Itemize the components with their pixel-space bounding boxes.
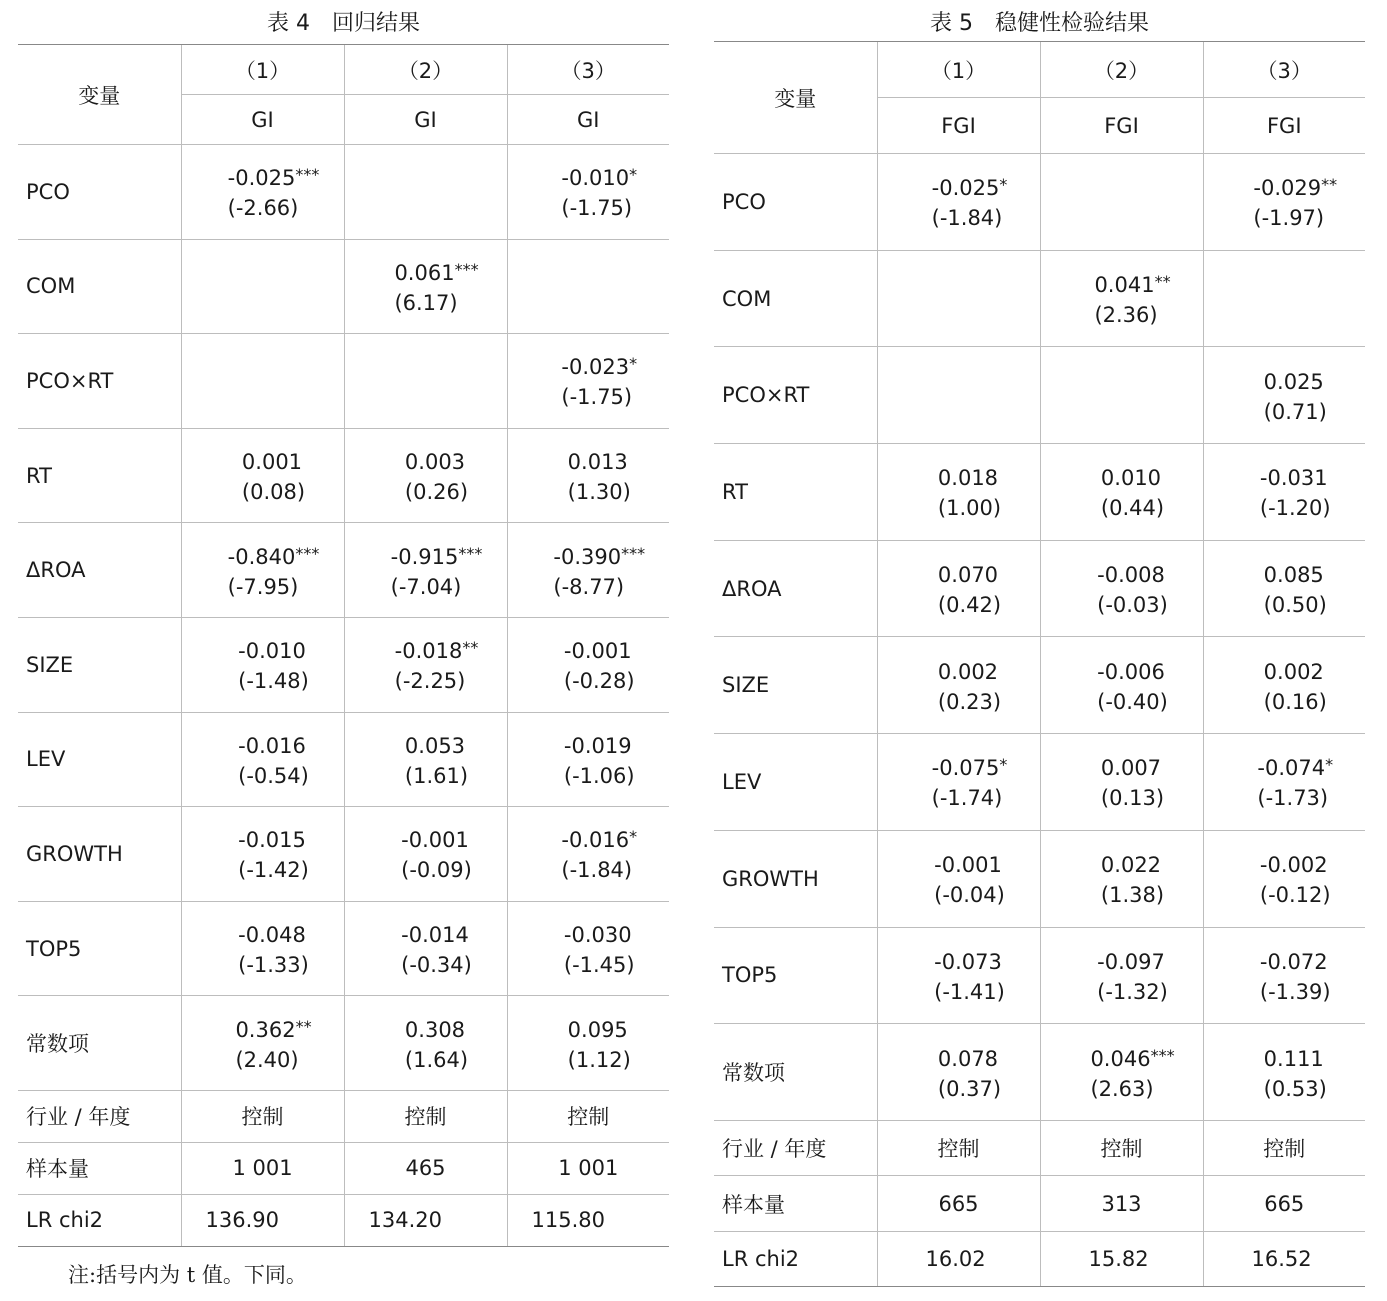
table-cell xyxy=(344,996,507,1091)
t-value: (-1.39) xyxy=(1259,979,1331,1004)
coefficient: 0.308 xyxy=(404,1017,466,1042)
significance-stars: ** xyxy=(1321,175,1338,195)
table-row xyxy=(18,807,669,902)
table-cell xyxy=(181,807,344,902)
significance-stars: * xyxy=(1325,755,1334,775)
table-cell xyxy=(344,807,507,902)
table-row xyxy=(18,901,669,996)
column-number: （2） xyxy=(344,45,507,95)
significance-stars: *** xyxy=(295,165,320,185)
coefficient: -0.014 xyxy=(401,923,469,948)
table-cell xyxy=(1040,734,1203,831)
t-value: (-1.74) xyxy=(931,786,1003,811)
coefficient: -0.025 xyxy=(931,176,1000,201)
coefficient: 0.025 xyxy=(1263,369,1324,394)
coefficient: -0.390 xyxy=(553,544,622,569)
table-cell xyxy=(1203,444,1365,541)
table-cell xyxy=(507,428,669,523)
footer-value: 控制 xyxy=(1203,1120,1365,1176)
table-row xyxy=(18,996,669,1091)
robustness-table xyxy=(714,41,1365,1287)
coefficient: -0.023 xyxy=(561,355,630,380)
t-value: (0.26) xyxy=(404,480,469,505)
table-row xyxy=(18,712,669,807)
table-cell xyxy=(1040,927,1203,1024)
significance-stars: ** xyxy=(1154,272,1171,292)
coefficient: -0.048 xyxy=(238,923,306,948)
t-value: (-1.33) xyxy=(238,953,309,978)
dependent-variable: GI xyxy=(181,95,344,145)
coefficient: 0.022 xyxy=(1100,853,1162,878)
table-row xyxy=(714,540,1365,637)
row-label: SIZE xyxy=(18,617,181,712)
t-value: (1.12) xyxy=(567,1047,631,1072)
row-label: TOP5 xyxy=(714,927,877,1024)
dependent-variable: FGI xyxy=(1203,98,1365,154)
t-value: (-1.75) xyxy=(561,385,633,410)
t-value: (1.61) xyxy=(404,763,469,788)
table-cell xyxy=(877,830,1040,927)
t-value: (-0.54) xyxy=(238,763,309,788)
coefficient: -0.008 xyxy=(1097,563,1165,588)
table-cell xyxy=(877,444,1040,541)
footer-row xyxy=(18,1090,669,1142)
coefficient: -0.019 xyxy=(563,733,632,758)
significance-stars: * xyxy=(629,354,638,374)
table-row xyxy=(18,334,669,429)
t-value: (-1.84) xyxy=(561,858,633,883)
table-cell xyxy=(181,523,344,618)
dependent-variable: FGI xyxy=(1040,98,1203,154)
footer-row xyxy=(18,1142,669,1194)
table-cell xyxy=(344,901,507,996)
t-value: (1.30) xyxy=(567,480,631,505)
table-cell xyxy=(181,996,344,1091)
row-label: 常数项 xyxy=(714,1024,877,1121)
table-note: 注:括号内为 t 值。下同。 xyxy=(68,1263,307,1287)
t-value: (0.13) xyxy=(1100,786,1165,811)
row-label: GROWTH xyxy=(18,807,181,902)
table-cell xyxy=(507,617,669,712)
footer-value: 控制 xyxy=(507,1090,669,1142)
t-value: (2.36) xyxy=(1094,303,1158,328)
table-row xyxy=(714,154,1365,251)
table-cell xyxy=(344,334,507,429)
table-title: 表 4 回归结果 xyxy=(267,11,420,36)
t-value: (6.17) xyxy=(394,290,458,315)
t-value: (-0.09) xyxy=(401,858,472,883)
footer-value: 控制 xyxy=(344,1090,507,1142)
table-row xyxy=(714,444,1365,541)
table-cell xyxy=(1040,540,1203,637)
table-row xyxy=(714,734,1365,831)
table-cell xyxy=(1203,927,1365,1024)
table-cell xyxy=(344,712,507,807)
row-label: 常数项 xyxy=(18,996,181,1091)
significance-stars: * xyxy=(629,165,638,185)
coefficient: -0.029 xyxy=(1253,176,1322,201)
column-number: （3） xyxy=(507,45,669,95)
coefficient: -0.015 xyxy=(238,828,306,853)
significance-stars: * xyxy=(629,827,638,847)
column-number: （1） xyxy=(181,45,344,95)
table-cell xyxy=(344,428,507,523)
row-label: PCO×RT xyxy=(714,347,877,444)
table-row xyxy=(714,830,1365,927)
coefficient: -0.840 xyxy=(227,544,296,569)
footer-value: 115.80 xyxy=(507,1194,669,1246)
coefficient: 0.362 xyxy=(235,1017,296,1042)
coefficient: 0.002 xyxy=(1263,659,1324,684)
row-label: RT xyxy=(18,428,181,523)
row-label: PCO×RT xyxy=(18,334,181,429)
table-cell xyxy=(181,239,344,334)
table-cell xyxy=(507,239,669,334)
t-value: (-1.06) xyxy=(563,763,635,788)
table-cell xyxy=(1040,347,1203,444)
coefficient: -0.072 xyxy=(1259,949,1328,974)
footer-value: 控制 xyxy=(181,1090,344,1142)
dependent-variable: FGI xyxy=(877,98,1040,154)
table-cell xyxy=(1040,444,1203,541)
table-row xyxy=(714,1024,1365,1121)
footer-value: 16.02 xyxy=(877,1231,1040,1287)
coefficient: -0.075 xyxy=(931,756,1000,781)
table-cell xyxy=(344,145,507,240)
header-row xyxy=(714,42,1365,98)
table-cell xyxy=(877,347,1040,444)
t-value: (-1.45) xyxy=(563,953,635,978)
coefficient: -0.002 xyxy=(1259,853,1328,878)
t-value: (0.71) xyxy=(1263,399,1327,424)
table-row xyxy=(18,428,669,523)
t-value: (0.42) xyxy=(937,593,1002,618)
footer-value: 465 xyxy=(344,1142,507,1194)
row-label: SIZE xyxy=(714,637,877,734)
significance-stars: ** xyxy=(462,638,479,658)
significance-stars: * xyxy=(999,755,1008,775)
t-value: (-1.97) xyxy=(1253,206,1325,231)
coefficient: -0.010 xyxy=(561,166,630,191)
column-number: （1） xyxy=(877,42,1040,98)
t-value: (-1.48) xyxy=(238,669,309,694)
table-cell xyxy=(877,637,1040,734)
table-title: 表 5 稳健性检验结果 xyxy=(930,11,1149,36)
t-value: (-1.41) xyxy=(934,979,1005,1004)
coefficient: 0.041 xyxy=(1094,273,1155,298)
coefficient: -0.030 xyxy=(563,923,632,948)
table-cell xyxy=(877,154,1040,251)
t-value: (-0.40) xyxy=(1097,689,1168,714)
row-label: LEV xyxy=(714,734,877,831)
coefficient: 0.013 xyxy=(567,450,628,475)
table-cell xyxy=(1040,637,1203,734)
t-value: (1.38) xyxy=(1100,883,1165,908)
table-cell xyxy=(877,1024,1040,1121)
footer-value: 665 xyxy=(877,1176,1040,1232)
coefficient: -0.006 xyxy=(1097,659,1165,684)
row-label: 行业 / 年度 xyxy=(714,1120,877,1176)
table-row xyxy=(18,239,669,334)
coefficient: -0.018 xyxy=(394,639,463,664)
row-label: LR chi2 xyxy=(714,1231,877,1287)
row-label: LR chi2 xyxy=(18,1194,181,1246)
table-cell xyxy=(507,996,669,1091)
coefficient: -0.915 xyxy=(390,544,459,569)
t-value: (-2.25) xyxy=(394,669,466,694)
table-cell xyxy=(181,334,344,429)
table-cell xyxy=(507,901,669,996)
table-cell xyxy=(1040,1024,1203,1121)
table-row xyxy=(18,523,669,618)
table-cell xyxy=(507,334,669,429)
coefficient: -0.001 xyxy=(934,853,1002,878)
row-label: PCO xyxy=(18,145,181,240)
t-value: (0.44) xyxy=(1100,496,1165,521)
row-label: 样本量 xyxy=(18,1142,181,1194)
significance-stars: *** xyxy=(295,543,320,563)
row-label: COM xyxy=(714,250,877,347)
table-cell xyxy=(181,712,344,807)
coefficient: 0.111 xyxy=(1263,1046,1324,1071)
row-label: ΔROA xyxy=(18,523,181,618)
footer-value: 313 xyxy=(1040,1176,1203,1232)
t-value: (-2.66) xyxy=(227,196,299,221)
table-cell xyxy=(1040,250,1203,347)
row-label: TOP5 xyxy=(18,901,181,996)
footer-value: 16.52 xyxy=(1203,1231,1365,1287)
t-value: (0.50) xyxy=(1263,593,1327,618)
t-value: (-1.20) xyxy=(1259,496,1331,521)
footer-value: 1 001 xyxy=(181,1142,344,1194)
column-number: （3） xyxy=(1203,42,1365,98)
regression-table xyxy=(18,44,669,1247)
table-cell xyxy=(507,523,669,618)
table-cell xyxy=(877,927,1040,1024)
row-label: GROWTH xyxy=(714,830,877,927)
coefficient: 0.078 xyxy=(937,1046,999,1071)
table-cell xyxy=(181,617,344,712)
t-value: (2.40) xyxy=(235,1047,299,1072)
coefficient: -0.016 xyxy=(238,733,306,758)
dependent-variable: GI xyxy=(507,95,669,145)
significance-stars: *** xyxy=(458,543,483,563)
coefficient: -0.001 xyxy=(401,828,469,853)
table-cell xyxy=(1203,637,1365,734)
table-row xyxy=(714,347,1365,444)
coefficient: -0.074 xyxy=(1257,756,1326,781)
table-cell xyxy=(344,523,507,618)
coefficient: 0.085 xyxy=(1263,563,1324,588)
coefficient: 0.001 xyxy=(241,450,303,475)
table-cell xyxy=(877,540,1040,637)
t-value: (-1.75) xyxy=(561,196,633,221)
table-row xyxy=(714,250,1365,347)
table-cell xyxy=(1040,830,1203,927)
row-label: RT xyxy=(714,444,877,541)
dependent-variable: GI xyxy=(344,95,507,145)
t-value: (-1.32) xyxy=(1097,979,1168,1004)
row-label: PCO xyxy=(714,154,877,251)
column-number: （2） xyxy=(1040,42,1203,98)
t-value: (0.16) xyxy=(1263,689,1327,714)
t-value: (-1.73) xyxy=(1257,786,1329,811)
significance-stars: * xyxy=(999,175,1008,195)
t-value: (-7.95) xyxy=(227,574,299,599)
footer-value: 136.90 xyxy=(181,1194,344,1246)
t-value: (0.23) xyxy=(937,689,1002,714)
coefficient: 0.007 xyxy=(1100,756,1162,781)
coefficient: -0.073 xyxy=(934,949,1002,974)
table-cell xyxy=(507,807,669,902)
t-value: (-0.03) xyxy=(1097,593,1168,618)
variable-header: 变量 xyxy=(714,42,877,154)
significance-stars: *** xyxy=(621,543,646,563)
table-cell xyxy=(877,250,1040,347)
t-value: (-1.42) xyxy=(238,858,309,883)
coefficient: 0.010 xyxy=(1100,466,1162,491)
footer-value: 665 xyxy=(1203,1176,1365,1232)
table-cell xyxy=(1203,347,1365,444)
table-cell xyxy=(507,145,669,240)
footer-value: 15.82 xyxy=(1040,1231,1203,1287)
row-label: ΔROA xyxy=(714,540,877,637)
table-cell xyxy=(181,901,344,996)
table-row xyxy=(18,145,669,240)
t-value: (-7.04) xyxy=(390,574,462,599)
table-cell xyxy=(181,145,344,240)
coefficient: 0.046 xyxy=(1090,1046,1151,1071)
table-cell xyxy=(181,428,344,523)
significance-stars: *** xyxy=(454,259,479,279)
coefficient: -0.025 xyxy=(227,166,296,191)
table-cell xyxy=(1203,250,1365,347)
coefficient: 0.018 xyxy=(937,466,999,491)
footer-row xyxy=(714,1231,1365,1287)
significance-stars: ** xyxy=(295,1016,312,1036)
header-row xyxy=(18,45,669,95)
footer-row xyxy=(714,1176,1365,1232)
coefficient: -0.097 xyxy=(1097,949,1165,974)
t-value: (1.64) xyxy=(404,1047,469,1072)
table-cell xyxy=(344,239,507,334)
table-cell xyxy=(1203,734,1365,831)
variable-header: 变量 xyxy=(18,45,181,145)
table-cell xyxy=(1203,1024,1365,1121)
table-cell xyxy=(507,712,669,807)
footer-row xyxy=(714,1120,1365,1176)
footer-value: 134.20 xyxy=(344,1194,507,1246)
t-value: (-1.84) xyxy=(931,206,1003,231)
table-row xyxy=(714,637,1365,734)
table-cell xyxy=(1203,830,1365,927)
table-cell xyxy=(1203,540,1365,637)
t-value: (0.37) xyxy=(937,1076,1002,1101)
t-value: (1.00) xyxy=(937,496,1002,521)
t-value: (-0.04) xyxy=(934,883,1005,908)
t-value: (-0.28) xyxy=(563,669,635,694)
coefficient: 0.070 xyxy=(937,563,999,588)
t-value: (0.53) xyxy=(1263,1076,1327,1101)
coefficient: -0.001 xyxy=(563,639,632,664)
coefficient: 0.003 xyxy=(404,450,466,475)
footer-value: 控制 xyxy=(1040,1120,1203,1176)
t-value: (-0.34) xyxy=(401,953,472,978)
coefficient: 0.061 xyxy=(394,260,455,285)
t-value: (-0.12) xyxy=(1259,883,1331,908)
footer-row xyxy=(18,1194,669,1246)
coefficient: 0.002 xyxy=(937,659,999,684)
table-row xyxy=(18,617,669,712)
row-label: 行业 / 年度 xyxy=(18,1090,181,1142)
table-cell xyxy=(1203,154,1365,251)
t-value: (2.63) xyxy=(1090,1076,1154,1101)
coefficient: -0.010 xyxy=(238,639,306,664)
row-label: COM xyxy=(18,239,181,334)
coefficient: -0.031 xyxy=(1259,466,1328,491)
coefficient: 0.095 xyxy=(567,1017,628,1042)
coefficient: -0.016 xyxy=(561,828,630,853)
significance-stars: *** xyxy=(1150,1045,1175,1065)
coefficient: 0.053 xyxy=(404,733,466,758)
table-row xyxy=(714,927,1365,1024)
row-label: LEV xyxy=(18,712,181,807)
table-cell xyxy=(1040,154,1203,251)
table-cell xyxy=(344,617,507,712)
footer-value: 控制 xyxy=(877,1120,1040,1176)
t-value: (0.08) xyxy=(241,480,306,505)
footer-value: 1 001 xyxy=(507,1142,669,1194)
row-label: 样本量 xyxy=(714,1176,877,1232)
table-cell xyxy=(877,734,1040,831)
t-value: (-8.77) xyxy=(553,574,625,599)
